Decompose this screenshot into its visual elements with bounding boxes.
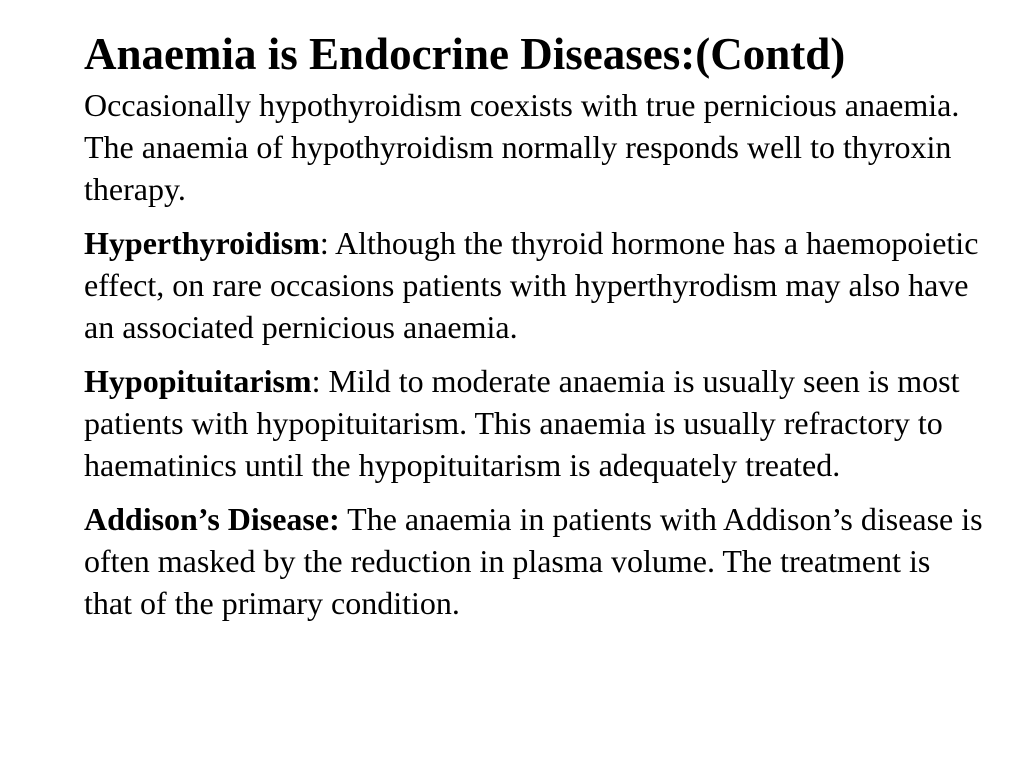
paragraph-text: Occasionally hypothyroidism coexists with true pernicious anaemia. The anaemia of hypothyroidism normally responds well to thyroxin therapy. [84, 87, 960, 207]
term-hyperthyroidism: Hyperthyroidism [84, 225, 320, 261]
term-separator: : [311, 363, 329, 399]
paragraph-text: Although the thyroid hormone has a haemopoietic effect, on rare occasions patients with hyperthyrodism may also have an associated pernicious anaemia. [84, 225, 979, 345]
term-hypopituitarism: Hypopituitarism [84, 363, 312, 399]
paragraph-addisons-disease [84, 498, 984, 624]
paragraph-text: Mild to moderate anaemia is usually seen is most patients with hypopituitarism. This anaemia is usually refractory to haematinics until the hypopituitarism is adequately treated. [84, 363, 960, 483]
paragraph-text: The anaemia in patients with Addison’s disease is often masked by the reduction in plasma volume. The treatment is that of the primary condition. [84, 501, 983, 621]
term-addisons-disease: Addison’s Disease: [84, 501, 340, 537]
term-separator: : [319, 225, 335, 261]
paragraph-hypothyroidism [84, 84, 984, 210]
slide-body [84, 84, 984, 636]
slide-title: Anaemia is Endocrine Diseases:(Contd) [84, 29, 846, 79]
paragraph-hypopituitarism [84, 360, 984, 486]
paragraph-hyperthyroidism [84, 222, 984, 348]
